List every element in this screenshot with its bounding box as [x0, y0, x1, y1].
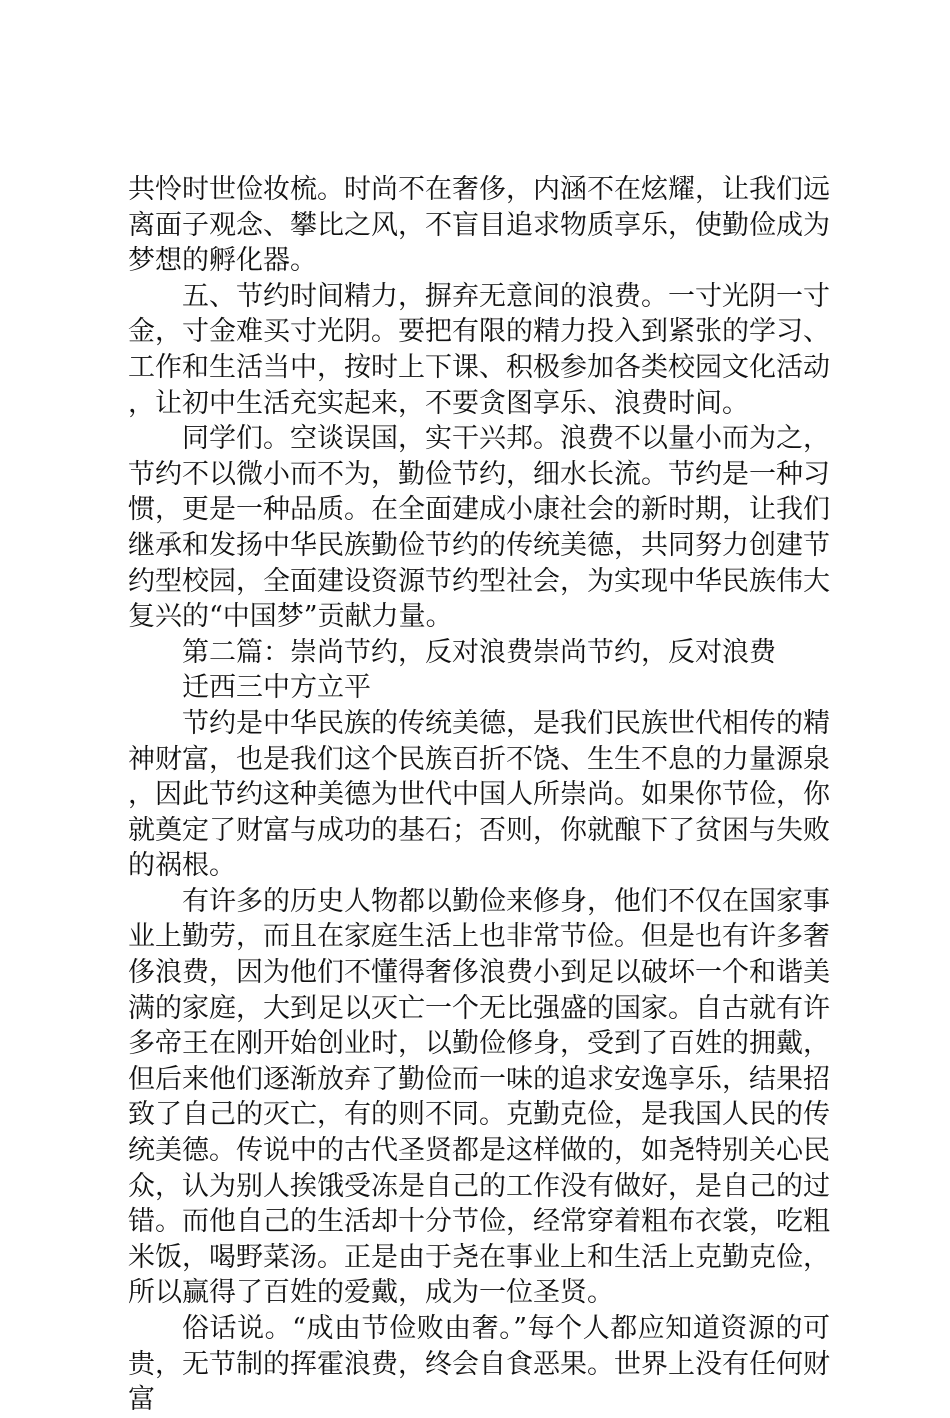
paragraph-virtue: 节约是中华民族的传统美德，是我们民族世代相传的精神财富，也是我们这个民族百折不饶、生生不息的力量源泉，因此节约这种美德为世代中国人所崇尚。如果你节俭，你就奠定了财富与成功的基石；否则，你就酿下了贫困与失败的祸根。 [128, 707, 830, 882]
paragraph-classmates: 同学们。空谈误国，实干兴邦。浪费不以量小而为之，节约不以微小而不为，勤俭节约，细水长流。节约是一种习惯，更是一种品质。在全面建成小康社会的新时期，让我们继承和发扬中华民族勤俭节约的传统美德，共同努力创建节约型校园，全面建设资源节约型社会，为实现中华民族伟大复兴的“中国梦”贡献力量。 [128, 423, 830, 633]
paragraph-history: 有许多的历史人物都以勤俭来修身，他们不仅在国家事业上勤劳，而且在家庭生活上也非常节俭。但是也有许多奢侈浪费，因为他们不懂得奢侈浪费小到足以破坏一个和谐美满的家庭，大到足以灭亡一个无比强盛的国家。自古就有许多帝王在刚开始创业时，以勤俭修身，受到了百姓的拥戴，但后来他们逐渐放弃了勤俭而一味的追求安逸享乐，结果招致了自己的灭亡，有的则不同。克勤克俭，是我国人民的传统美德。传说中的古代圣贤都是这样做的，如尧特别关心民众，认为别人挨饿受冻是自己的工作没有做好，是自己的过错。而他自己的生活却十分节俭，经常穿着粗布衣裳，吃粗米饭，喝野菜汤。正是由于尧在事业上和生活上克勤克俭，所以赢得了百姓的爱戴，成为一位圣贤。 [128, 885, 830, 1309]
body-text [128, 172, 830, 1418]
paragraph-proverb: 俗话说。“成由节俭败由奢。”每个人都应知道资源的可贵，无节制的挥霍浪费，终会自食恶果。世界上没有任何财富 [128, 1313, 830, 1416]
paragraph-save-time: 五、节约时间精力，摒弃无意间的浪费。一寸光阴一寸金，寸金难买寸光阴。要把有限的精力投入到紧张的学习、工作和生活当中，按时上下课、积极参加各类校园文化活动，让初中生活充实起来，不要贪图享乐、浪费时间。 [128, 280, 830, 419]
author-line: 迁西三中方立平 [182, 672, 371, 704]
paragraph-continuation: 共怜时世俭妆梳。时尚不在奢侈，内涵不在炫耀，让我们远离面子观念、攀比之风，不盲目追求物质享乐，使勤俭成为梦想的孵化器。 [128, 174, 830, 277]
section-title: 第二篇：崇尚节约，反对浪费崇尚节约，反对浪费 [182, 636, 776, 668]
